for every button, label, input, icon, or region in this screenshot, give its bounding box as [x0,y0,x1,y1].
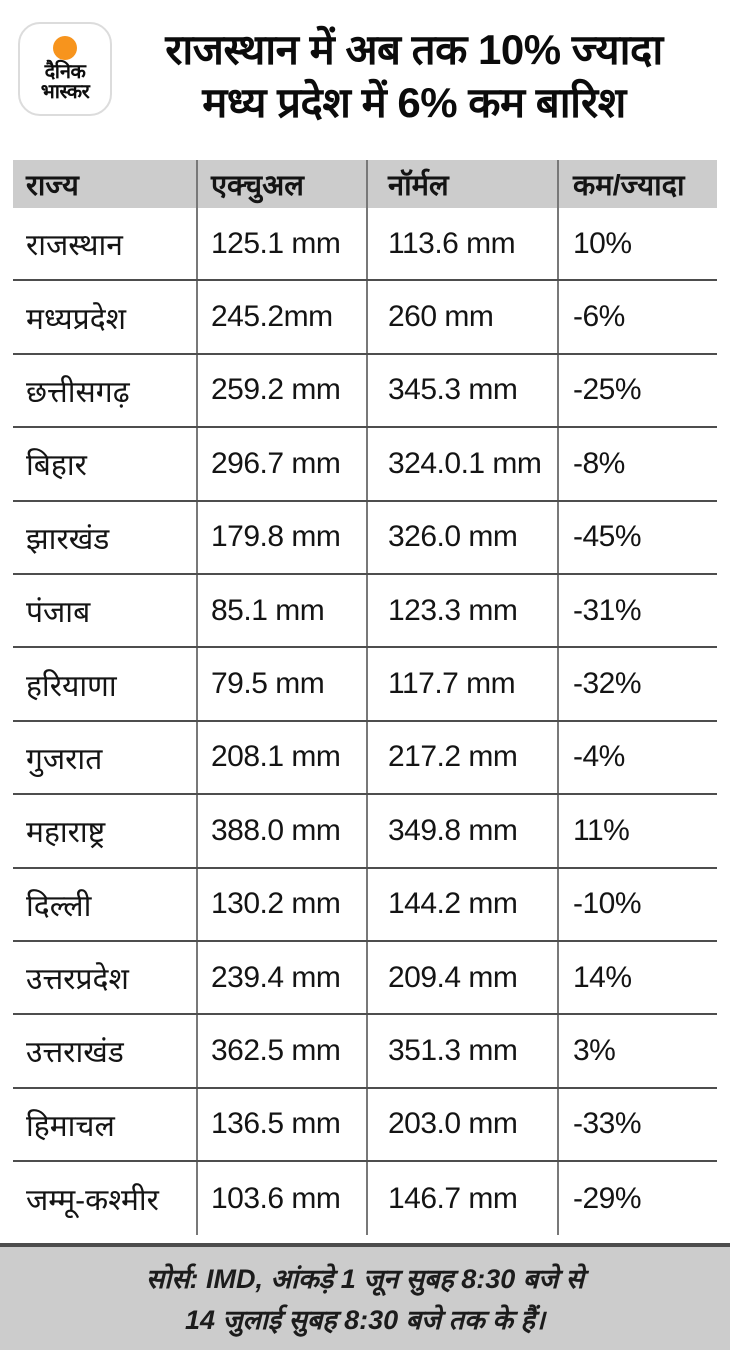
normal-rainfall-cell: 113.6 mm [366,208,557,279]
normal-rainfall-cell: 326.0 mm [366,502,557,573]
table-row [13,869,717,942]
change-percent-cell: 14% [557,942,717,1013]
change-percent-cell: -4% [557,722,717,793]
table-row [13,208,717,281]
normal-rainfall-cell: 209.4 mm [366,942,557,1013]
footer-line2: 14 जुलाई सुबह 8:30 बजे तक के हैं। [184,1304,546,1335]
page-title-line1: राजस्थान में अब तक 10% ज्यादा [165,26,663,73]
table-header-row [13,160,717,208]
state-name-cell: झारखंड [26,522,110,556]
actual-rainfall-cell: 362.5 mm [196,1015,366,1086]
table-row [13,1162,717,1235]
change-percent-cell: -29% [557,1162,717,1235]
table-row [13,1015,717,1088]
normal-rainfall-cell: 349.8 mm [366,795,557,866]
state-name-cell: मध्यप्रदेश [26,302,127,336]
change-percent-cell: -10% [557,869,717,940]
footer-line1: सोर्स: IMD, आंकड़े 1 जून सुबह 8:30 बजे से [145,1264,585,1294]
page-title [112,22,716,160]
header-cell-normal: नॉर्मल [366,160,557,208]
state-name-cell: दिल्ली [26,889,92,923]
table-row [13,795,717,868]
change-percent-cell: -8% [557,428,717,499]
change-percent-cell: -31% [557,575,717,646]
normal-rainfall-cell: 146.7 mm [366,1162,557,1235]
actual-rainfall-cell: 259.2 mm [196,355,366,426]
header-cell-actual: एक्चुअल [196,160,366,208]
table-row [13,722,717,795]
table-row [13,355,717,428]
rainfall-table [13,160,717,1235]
actual-rainfall-cell: 296.7 mm [196,428,366,499]
state-name-cell: गुजरात [26,742,103,776]
normal-rainfall-cell: 203.0 mm [366,1089,557,1160]
change-percent-cell: -33% [557,1089,717,1160]
brand-name-line2: भास्कर [40,81,90,103]
normal-rainfall-cell: 117.7 mm [366,648,557,719]
actual-rainfall-cell: 79.5 mm [196,648,366,719]
header-section [0,0,730,160]
actual-rainfall-cell: 208.1 mm [196,722,366,793]
change-percent-cell: -32% [557,648,717,719]
state-name-cell: राजस्थान [26,229,123,263]
state-name-cell: जम्मू-कश्मीर [26,1184,159,1218]
change-percent-cell: -6% [557,281,717,352]
change-percent-cell: 11% [557,795,717,866]
normal-rainfall-cell: 260 mm [366,281,557,352]
actual-rainfall-cell: 239.4 mm [196,942,366,1013]
actual-rainfall-cell: 245.2mm [196,281,366,352]
change-percent-cell: 10% [557,208,717,279]
actual-rainfall-cell: 388.0 mm [196,795,366,866]
actual-rainfall-cell: 85.1 mm [196,575,366,646]
table-row [13,428,717,501]
table-row [13,575,717,648]
table-row [13,648,717,721]
state-name-cell: छत्तीसगढ़ [26,375,130,409]
actual-rainfall-cell: 130.2 mm [196,869,366,940]
table-row [13,942,717,1015]
table-row [13,502,717,575]
brand-name-line1: दैनिक [44,60,86,83]
brand-logo [18,22,112,116]
state-name-cell: बिहार [26,449,87,483]
normal-rainfall-cell: 123.3 mm [366,575,557,646]
normal-rainfall-cell: 144.2 mm [366,869,557,940]
state-name-cell: उत्तरप्रदेश [26,963,129,997]
normal-rainfall-cell: 345.3 mm [366,355,557,426]
actual-rainfall-cell: 125.1 mm [196,208,366,279]
state-name-cell: उत्तराखंड [26,1036,124,1070]
state-name-cell: हिमाचल [26,1109,115,1143]
actual-rainfall-cell: 103.6 mm [196,1162,366,1235]
change-percent-cell: -25% [557,355,717,426]
change-percent-cell: 3% [557,1015,717,1086]
state-name-cell: महाराष्ट्र [26,816,106,850]
footer-note [0,1243,730,1350]
normal-rainfall-cell: 324.0.1 mm [366,428,557,499]
normal-rainfall-cell: 217.2 mm [366,722,557,793]
state-name-cell: पंजाब [26,596,91,630]
header-cell-change: कम/ज्यादा [557,160,717,208]
table-body [13,208,717,1235]
header-cell-state: राज्य [26,169,79,202]
actual-rainfall-cell: 136.5 mm [196,1089,366,1160]
table-row [13,1089,717,1162]
state-name-cell: हरियाणा [26,669,117,703]
table-row [13,281,717,354]
change-percent-cell: -45% [557,502,717,573]
normal-rainfall-cell: 351.3 mm [366,1015,557,1086]
actual-rainfall-cell: 179.8 mm [196,502,366,573]
sun-dot-icon [53,36,77,60]
page-title-line2: मध्य प्रदेश में 6% कम बारिश [202,78,626,126]
